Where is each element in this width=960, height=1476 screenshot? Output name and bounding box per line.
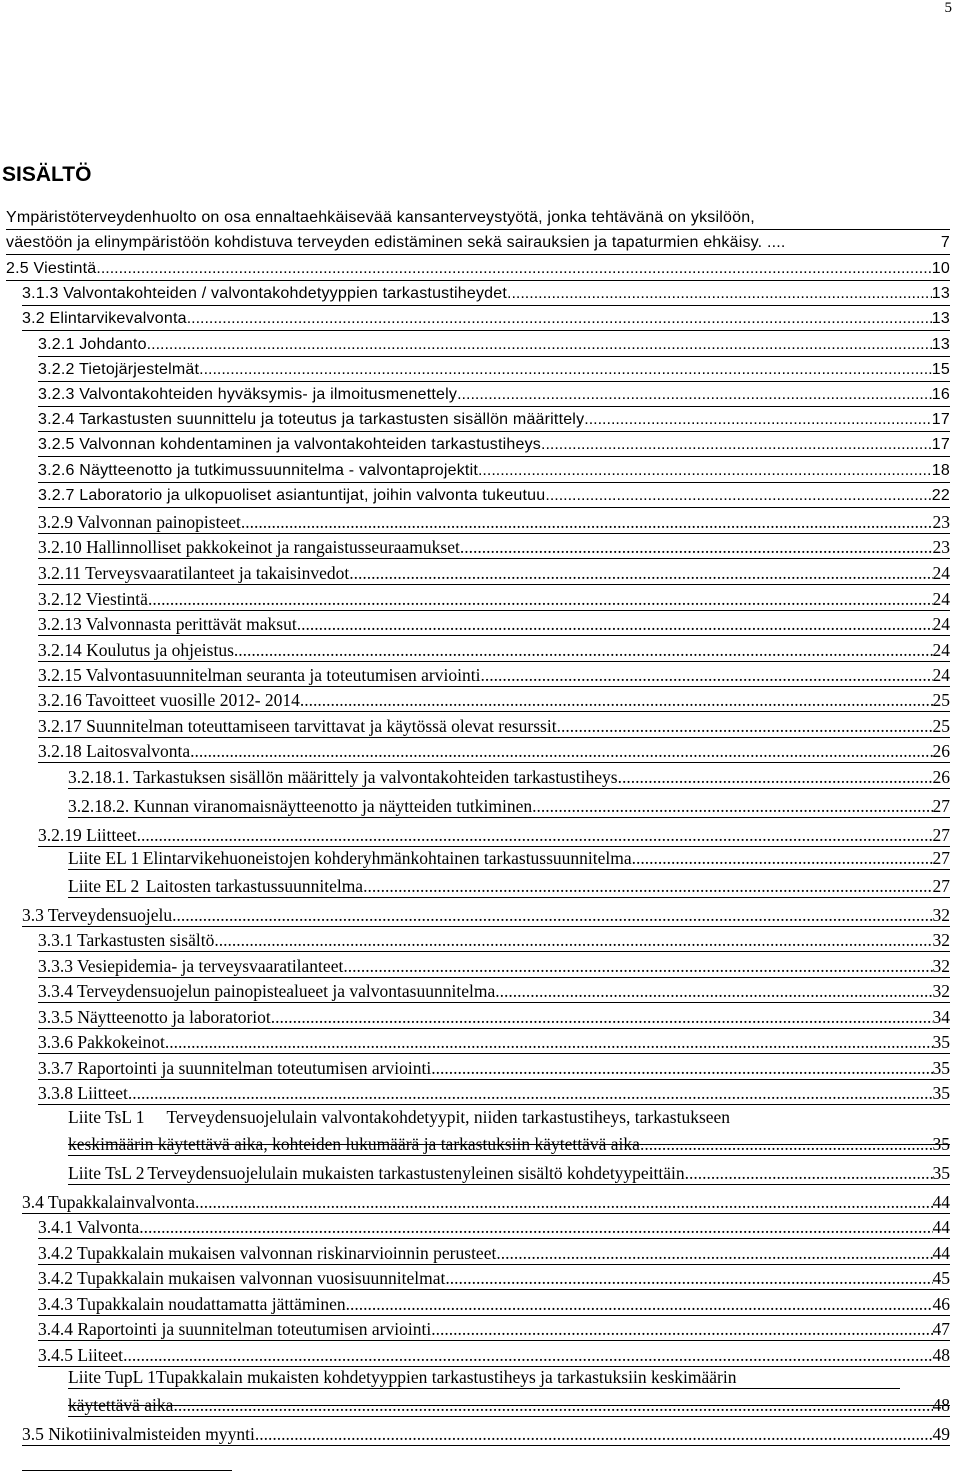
- dot-leader: [255, 1423, 933, 1445]
- toc-entry[interactable]: [38, 385, 950, 407]
- toc-entry[interactable]: [68, 1395, 950, 1417]
- dot-leader: [165, 1031, 933, 1053]
- dot-leader: [199, 359, 932, 381]
- dot-leader: [431, 1318, 932, 1340]
- toc-entry[interactable]: [38, 435, 950, 457]
- toc-entry-page: 35: [932, 1083, 950, 1103]
- toc-entry-label: 2.5 Viestintä: [6, 260, 97, 277]
- toc-entry-page: 24: [932, 563, 950, 583]
- toc-entry-label: käytettävä aika: [68, 1395, 174, 1415]
- toc-entry[interactable]: [38, 1268, 950, 1290]
- toc-entry-page: 27: [932, 848, 950, 868]
- toc-entry-label: keskimäärin käytettävä aika, kohteiden lukumäärä ja tarkastuksiin käytettävä aika: [68, 1134, 640, 1154]
- toc-entry[interactable]: [38, 1058, 950, 1080]
- toc-entry[interactable]: [68, 876, 950, 898]
- toc-entry-page: 35: [932, 1163, 950, 1183]
- toc-entry-label: 3.4.1 Valvonta: [38, 1217, 140, 1237]
- toc-entry-label: 3.2.7 Laboratorio ja ulkopuoliset asiantuntijat, joihin valvonta tukeutuu: [38, 487, 546, 504]
- dot-leader: [123, 1344, 932, 1366]
- toc-entry-page: 27: [932, 876, 950, 896]
- toc-entry-label: Liite EL 1: [68, 848, 140, 868]
- toc-entry-label: 3.2.6 Näytteenotto ja tutkimussuunnitelma - valvontaprojektit: [38, 462, 478, 479]
- toc-entry[interactable]: [38, 1243, 950, 1265]
- toc-entry[interactable]: [68, 767, 950, 789]
- toc-entry-label: Ympäristöterveydenhuolto on osa ennaltaehkäisevää kansanterveystyötä, jonka tehtävänä on yksilöön,: [6, 209, 755, 226]
- page-number: 5: [944, 0, 952, 16]
- toc-entry-label: 3.4.2 Tupakkalain mukaisen valvonnan vuosisuunnitelmat: [38, 1268, 446, 1288]
- toc-entry-label: 3.2.18.2. Kunnan viranomaisnäytteenotto ja näytteiden tutkiminen: [68, 796, 533, 816]
- toc-entry-page: 27: [932, 796, 950, 816]
- toc-entry-label: Liite TsL 2: [68, 1163, 145, 1183]
- toc-heading: SISÄLTÖ: [2, 163, 92, 186]
- dot-leader: [137, 824, 933, 846]
- toc-entry[interactable]: [68, 1163, 950, 1185]
- toc-entry-page: 35: [932, 1032, 950, 1052]
- toc-entry[interactable]: [38, 563, 950, 585]
- toc-entry[interactable]: [38, 825, 950, 847]
- toc-entry-page: 35: [932, 1134, 950, 1154]
- toc-entry-page: 26: [932, 741, 950, 761]
- toc-entry-label: 3.2.16 Tavoitteet vuosille 2012- 2014: [38, 690, 300, 710]
- toc-entry[interactable]: [38, 1083, 950, 1105]
- toc-entry-label: 3.2.11 Terveysvaaratilanteet ja takaisinvedot: [38, 563, 350, 583]
- toc-entry-label: 3.3.5 Näytteenotto ja laboratoriot: [38, 1007, 271, 1027]
- toc-entry-title: Laitosten tarkastussuunnitelma: [145, 876, 364, 896]
- dot-leader: [632, 847, 933, 869]
- toc-entry[interactable]: [38, 640, 950, 662]
- toc-entry[interactable]: [38, 741, 950, 763]
- toc-entry-label: 3.2.3 Valvontakohteiden hyväksymis- ja ilmoitusmenettely: [38, 386, 458, 403]
- toc-entry-label: 3.2.17 Suunnitelman toteuttamiseen tarvittavat ja käytössä olevat resurssit: [38, 716, 557, 736]
- toc-entry-label: 3.4.5 Liiteet: [38, 1345, 124, 1365]
- toc-entry-page: 24: [932, 614, 950, 634]
- dot-leader: [545, 485, 931, 507]
- toc-entry[interactable]: [6, 233, 950, 255]
- toc-entry[interactable]: [38, 690, 950, 712]
- toc-entry-label: 3.2.10 Hallinnolliset pakkokeinot ja rangaistusseuraamukset: [38, 537, 460, 557]
- dot-leader: [478, 460, 932, 482]
- toc-entry[interactable]: [68, 1134, 950, 1156]
- dot-leader: [496, 1242, 932, 1264]
- toc-entry-label: 3.2.13 Valvonnasta perittävät maksut: [38, 614, 297, 634]
- toc-entry[interactable]: [38, 512, 950, 534]
- dot-leader: [214, 929, 932, 951]
- toc-entry[interactable]: [38, 1345, 950, 1367]
- dot-leader: [148, 588, 933, 610]
- dot-leader: [241, 511, 933, 533]
- toc-entry[interactable]: [38, 1217, 950, 1239]
- toc-entry-page: 49: [932, 1424, 950, 1444]
- toc-entry[interactable]: [68, 1106, 928, 1128]
- toc-entry-page: 44: [932, 1243, 950, 1263]
- dot-leader: [457, 384, 932, 406]
- toc-entry-label: 3.1.3 Valvontakohteiden / valvontakohdetyyppien tarkastustiheydet: [22, 285, 508, 302]
- toc-entry-label: 3.3.7 Raportointi ja suunnitelman toteutumisen arviointi: [38, 1058, 432, 1078]
- toc-entry-page: 47: [932, 1319, 950, 1339]
- toc-entry-title: Terveydensuojelulain valvontakohdetyypit, niiden tarkastustiheys, tarkastukseen: [166, 1107, 731, 1127]
- toc-entry-label: 3.3.6 Pakkokeinot: [38, 1032, 165, 1052]
- dot-leader: [96, 258, 931, 280]
- toc-entry-label: 3.3.3 Vesiepidemia- ja terveysvaaratilanteet: [38, 956, 344, 976]
- toc-entry-label: 3.2.14 Koulutus ja ohjeistus: [38, 640, 234, 660]
- toc-entry[interactable]: [38, 335, 950, 357]
- toc-entry-page: 15: [931, 361, 950, 378]
- toc-entry[interactable]: [38, 537, 950, 559]
- dot-leader: [346, 1293, 933, 1315]
- toc-entry[interactable]: [38, 716, 950, 738]
- toc-entry-label: 3.2.18.1. Tarkastuksen sisällön määrittely ja valvontakohteiden tarkastustiheys: [68, 767, 618, 787]
- toc-entry-label: 3.2.5 Valvonnan kohdentaminen ja valvontakohteiden tarkastustiheys: [38, 436, 542, 453]
- toc-entry[interactable]: [68, 848, 950, 870]
- toc-entry-label: väestöön ja elinympäristöön kohdistuva terveyden edistäminen sekä sairauksien ja tapaturmien ehkäisy. ....: [6, 234, 786, 251]
- toc-entry-page: 17: [931, 411, 950, 428]
- toc-entry-title: Elintarvikehuoneistojen kohderyhmänkohtainen tarkastussuunnitelma: [142, 848, 632, 868]
- toc-entry[interactable]: [38, 665, 950, 687]
- dot-leader: [173, 1394, 932, 1416]
- dot-leader: [640, 1133, 933, 1155]
- dot-leader: [460, 536, 933, 558]
- toc-entry[interactable]: [22, 1424, 950, 1446]
- toc-entry-page: 7: [940, 234, 950, 251]
- dot-leader: [300, 689, 933, 711]
- toc-entry-page: 35: [932, 1058, 950, 1078]
- toc-entry-page: 45: [932, 1268, 950, 1288]
- toc-entry-label: 3.3.1 Tarkastusten sisältö: [38, 930, 215, 950]
- toc-entry-label: 3.2.9 Valvonnan painopisteet: [38, 512, 241, 532]
- toc-entry-page: 24: [932, 640, 950, 660]
- toc-entry-label: 3.5 Nikotiinivalmisteiden myynti: [22, 1424, 255, 1444]
- dot-leader: [271, 1006, 933, 1028]
- toc-entry[interactable]: [68, 1367, 900, 1389]
- toc-entry[interactable]: [22, 309, 950, 331]
- toc-entry-page: 44: [932, 1192, 950, 1212]
- dot-leader: [139, 1216, 932, 1238]
- toc-entry-page: 25: [932, 716, 950, 736]
- toc-entry-label: Liite TsL 1: [68, 1107, 145, 1127]
- dot-leader: [584, 409, 932, 431]
- toc-entry[interactable]: [38, 360, 950, 382]
- toc-entry-label: 3.4 Tupakkalainvalvonta: [22, 1192, 196, 1212]
- dot-leader: [618, 766, 933, 788]
- toc-entry-page: 13: [931, 285, 950, 302]
- toc-entry-page: 10: [931, 260, 950, 277]
- toc-entry-page: 17: [931, 436, 950, 453]
- dot-leader: [541, 434, 932, 456]
- toc-entry-label: Liite EL 2: [68, 876, 140, 896]
- toc-entry-page: 44: [932, 1217, 950, 1237]
- toc-entry-page: 24: [932, 665, 950, 685]
- toc-entry[interactable]: [38, 981, 950, 1003]
- toc-entry-page: 32: [932, 956, 950, 976]
- dot-leader: [507, 283, 932, 305]
- toc-entry-page: 26: [932, 767, 950, 787]
- dot-leader: [195, 1191, 932, 1213]
- toc-entry[interactable]: [22, 905, 950, 927]
- toc-entry-page: 16: [931, 386, 950, 403]
- dot-leader: [234, 639, 933, 661]
- toc-entry-page: 13: [931, 336, 950, 353]
- toc-entry-label: 3.2.18 Laitosvalvonta: [38, 741, 191, 761]
- toc-entry-page: 24: [932, 589, 950, 609]
- toc-entry-page: 23: [932, 512, 950, 532]
- toc-entry-page: 18: [931, 462, 950, 479]
- toc-entry-page: 13: [931, 310, 950, 327]
- dot-leader: [480, 664, 932, 686]
- toc-entry-page: 48: [932, 1395, 950, 1415]
- toc-entry-label: 3.3.4 Terveydensuojelun painopistealueet ja valvontasuunnitelma: [38, 981, 496, 1001]
- toc-entry-label: 3.2.15 Valvontasuunnitelman seuranta ja toteutumisen arviointi: [38, 665, 481, 685]
- dot-leader: [128, 1082, 933, 1104]
- toc-entry-page: 46: [932, 1294, 950, 1314]
- toc-entry[interactable]: [38, 1032, 950, 1054]
- dot-leader: [349, 562, 932, 584]
- dot-leader: [532, 795, 932, 817]
- toc-entry-label: 3.2.19 Liitteet: [38, 825, 137, 845]
- dot-leader: [685, 1162, 933, 1184]
- toc-entry[interactable]: [22, 284, 950, 306]
- dot-leader: [445, 1267, 932, 1289]
- toc-entry-page: 22: [931, 487, 950, 504]
- toc-entry-label: 3.2.2 Tietojärjestelmät: [38, 361, 200, 378]
- toc-entry[interactable]: [38, 1319, 950, 1341]
- toc-entry[interactable]: [38, 410, 950, 432]
- toc-entry-page: 27: [932, 825, 950, 845]
- toc-entry-label: 3.2.12 Viestintä: [38, 589, 148, 609]
- toc-entry-label: 3.3 Terveydensuojelu: [22, 905, 173, 925]
- toc-entry-label: 3.3.8 Liitteet: [38, 1083, 128, 1103]
- toc-entry-page: 25: [932, 690, 950, 710]
- dot-leader: [172, 904, 932, 926]
- toc-entry[interactable]: [6, 208, 950, 230]
- toc-entry-page: 32: [932, 930, 950, 950]
- dot-leader: [431, 1057, 932, 1079]
- toc-entry[interactable]: [38, 1007, 950, 1029]
- toc-entry-label: 3.4.3 Tupakkalain noudattamatta jättäminen: [38, 1294, 346, 1314]
- dot-leader: [557, 715, 933, 737]
- toc-entry[interactable]: [6, 259, 950, 281]
- toc-entry[interactable]: [38, 486, 950, 508]
- toc-entry[interactable]: [38, 614, 950, 636]
- toc-entry-label: Liite TupL 1Tupakkalain mukaisten kohdetyyppien tarkastustiheys ja tarkastuksiin keskimäärin: [68, 1367, 737, 1387]
- toc-entry[interactable]: [38, 589, 950, 611]
- toc-entry-page: 32: [932, 905, 950, 925]
- toc-entry[interactable]: [38, 930, 950, 952]
- dot-leader: [495, 980, 932, 1002]
- footnote-separator: [22, 1470, 232, 1471]
- toc-entry-label: 3.4.4 Raportointi ja suunnitelman toteutumisen arviointi: [38, 1319, 432, 1339]
- toc-entry-title: Terveydensuojelulain mukaisten tarkastustenyleinen sisältö kohdetyypeittäin: [147, 1163, 685, 1183]
- toc-entry-page: 48: [932, 1345, 950, 1365]
- toc-entry[interactable]: [22, 1192, 950, 1214]
- dot-leader: [297, 613, 933, 635]
- dot-leader: [343, 955, 932, 977]
- toc-entry[interactable]: [38, 956, 950, 978]
- toc-entry[interactable]: [68, 796, 950, 818]
- dot-leader: [190, 740, 932, 762]
- toc-entry-label: 3.2.1 Johdanto: [38, 336, 147, 353]
- toc-entry-page: 34: [932, 1007, 950, 1027]
- toc-entry-label: 3.2 Elintarvikevalvonta: [22, 310, 187, 327]
- toc-entry[interactable]: [38, 1294, 950, 1316]
- toc-entry[interactable]: [38, 461, 950, 483]
- toc-entry-page: 23: [932, 537, 950, 557]
- dot-leader: [363, 875, 932, 897]
- toc-entry-page: 32: [932, 981, 950, 1001]
- toc-entry-label: 3.2.4 Tarkastusten suunnittelu ja toteutus ja tarkastusten sisällön määrittely: [38, 411, 585, 428]
- toc-entry-label: 3.4.2 Tupakkalain mukaisen valvonnan riskinarvioinnin perusteet: [38, 1243, 497, 1263]
- dot-leader: [187, 308, 932, 330]
- dot-leader: [147, 334, 932, 356]
